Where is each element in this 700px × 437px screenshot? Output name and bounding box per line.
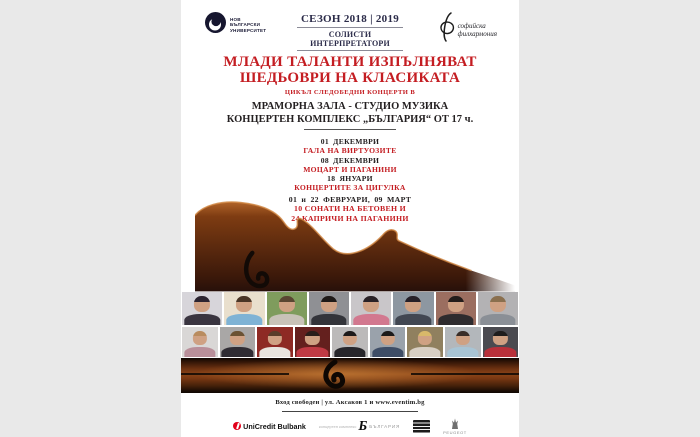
schedule-autumn [181,137,519,193]
musician-photo [295,327,331,357]
nbu-logo [205,12,266,38]
violin-string [411,373,519,375]
f-hole [311,359,355,392]
musician-photo [445,327,481,357]
violin-photo [195,199,515,292]
schedule-date: 01 ДЕКЕМВРИ [320,137,380,146]
musician-photo [182,292,222,325]
musician-photo [436,292,476,325]
poster-subtitle: ЦИКЪЛ СЛЕДОБЕДНИ КОНЦЕРТИ В [284,89,416,96]
concert-poster [181,0,519,437]
partner-logo-icon [413,420,430,433]
concert-complex-logo [319,420,400,433]
season-subtitle: СОЛИСТИ ИНТЕРПРЕТАТОРИ [297,28,403,51]
schedule-event: ГАЛА НА ВИРТУОЗИТЕ [303,146,397,156]
schedule-date: 18 ЯНУАРИ [327,174,373,184]
philharmonic-logo [439,12,497,47]
bulgaria-b-icon: Б [358,418,368,434]
schedule-date: 01 и 22 ФЕВРУАРИ, 09 МАРТ [288,195,412,204]
nbu-logo-text: НОВ БЪЛГАРСКИ УНИВЕРСИТЕТ [230,16,267,33]
unicredit-icon [233,422,241,430]
unicredit-logo [233,422,306,431]
musician-photo [224,292,264,325]
musician-photo [351,292,391,325]
schedule-event: 10 СОНАТИ НА БЕТОВЕН И [294,204,406,214]
violin-strip-photo [181,358,519,393]
sponsor-logos [181,416,519,436]
venue-separator [304,129,396,130]
schedule-event: КОНЦЕРТИТЕ ЗА ЦИГУЛКА [294,183,406,193]
musician-photo [332,327,368,357]
musician-photo [309,292,349,325]
schedule-event: МОЦАРТ И ПАГАНИНИ [303,164,397,174]
musician-photo [182,327,218,357]
musician-photo [220,327,256,357]
musicians-photo-row-2 [182,327,518,357]
peugeot-label: PEUGEOT [443,429,467,435]
philharmonic-clef-icon [439,12,455,47]
musician-photo [483,327,519,357]
philharmonic-logo-text: софийска филхармония [457,21,497,38]
schedule-event: 24 КАПРИЧИ НА ПАГАНИНИ [291,213,409,223]
musician-photo [257,327,293,357]
peugeot-logo [443,418,467,435]
poster-header [181,10,519,50]
venue-text: МРАМОРНА ЗАЛА - СТУДИО МУЗИКА КОНЦЕРТЕН КОМПЛЕКС „БЪЛГАРИЯ“ ОТ 17 ч. [226,101,474,125]
musician-photo [407,327,443,357]
concert-complex-small-label: концертен комплекс [318,423,357,429]
peugeot-lion-icon [449,418,460,429]
season-title: СЕЗОН 2018 | 2019 [297,13,403,28]
nbu-logo-icon [205,12,226,38]
poster-title: МЛАДИ ТАЛАНТИ ИЗПЪЛНЯВАТ ШЕДЬОВРИ НА КЛАСИКАТА [223,54,477,86]
concert-complex-name: БЪЛГАРИЯ [369,423,401,429]
musician-photo [370,327,406,357]
season-block [297,13,403,51]
violin-string [181,373,289,375]
footer-separator [282,411,418,412]
footer-info: Вход свободен | ул. Аксаков 1 и www.eventim.bg [275,399,425,406]
unicredit-label: UniCredit Bulbank [243,421,306,431]
musicians-photo-row-1 [182,292,518,325]
musician-photo [393,292,433,325]
musician-photo [478,292,518,325]
schedule-date: 08 ДЕКЕМВРИ [320,155,380,165]
musician-photo [267,292,307,325]
